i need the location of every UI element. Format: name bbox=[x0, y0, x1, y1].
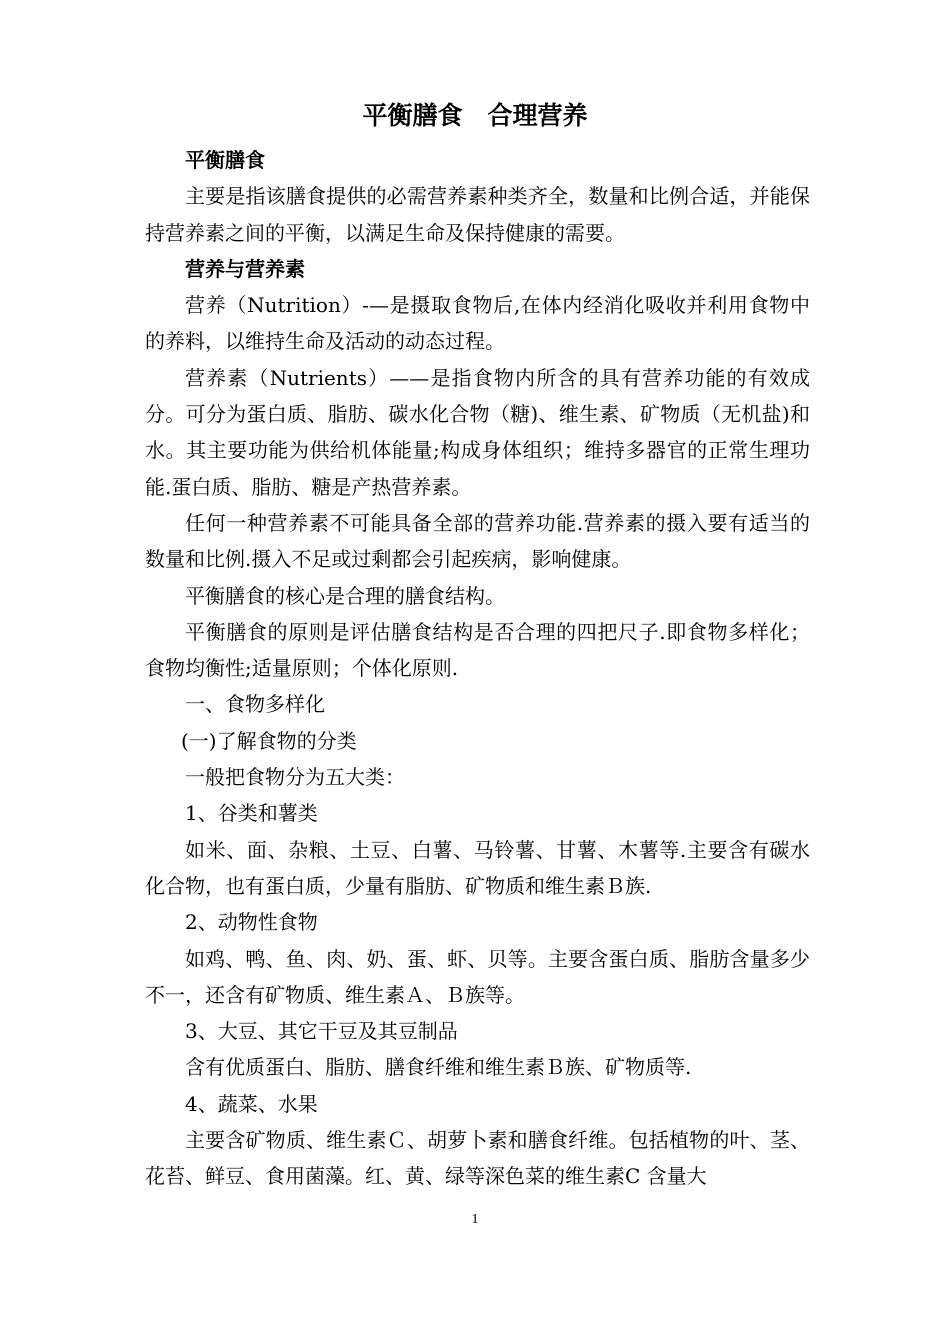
paragraph: 一般把食物分为五大类： bbox=[185, 765, 405, 790]
paragraph: 含有优质蛋白、脂肪、膳食纤维和维生素Ｂ族、矿物质等. bbox=[185, 1055, 692, 1080]
page-number: 1 bbox=[471, 1212, 479, 1227]
paragraph: 主要是指该膳食提供的必需营养素种类齐全，数量和比例合适，并能保持营养素之间的平衡，以满足生命及保持健康的需要。 bbox=[145, 184, 810, 245]
paragraph: 任何一种营养素不可能具备全部的营养功能.营养素的摄入要有适当的数量和比例.摄入不足或过剩都会引起疾病，影响健康。 bbox=[145, 510, 810, 572]
paragraph: 平衡膳食的原则是评估膳食结构是否合理的四把尺子.即食物多样化；食物均衡性;适量原则；个体化原则. bbox=[145, 619, 810, 681]
list-subheading: (一)了解食物的分类 bbox=[181, 728, 357, 753]
document-body bbox=[145, 142, 810, 1195]
paragraph: 如米、面、杂粮、土豆、白薯、马铃薯、甘薯、木薯等.主要含有碳水化合物，也有蛋白质，少量有脂肪、矿物质和维生素Ｂ族. bbox=[145, 837, 810, 898]
list-item-heading: 2、动物性食物 bbox=[185, 910, 318, 935]
paragraph: 如鸡、鸭、鱼、肉、奶、蛋、虾、贝等。主要含蛋白质、脂肪含量多少不一，还含有矿物质、维生素Ａ、Ｂ族等。 bbox=[145, 946, 810, 1007]
paragraph: 营养（Nutrition）-—是摄取食物后,在体内经消化吸收并利用食物中的养料，以维持生命及活动的动态过程。 bbox=[145, 293, 810, 354]
paragraph: 营养素（Nutrients）——是指食物内所含的具有营养功能的有效成分。可分为蛋白质、脂肪、碳水化合物（糖)、维生素、矿物质（无机盐)和水。其主要功能为供给机体能量;构成身体组织；维持多器官的正常生理功能.蛋白质、脂肪、糖是产热营养素。 bbox=[145, 365, 810, 499]
paragraph: 主要含矿物质、维生素Ｃ、胡萝卜素和膳食纤维。包括植物的叶、茎、花苔、鲜豆、食用菌藻。红、黄、绿等深色菜的维生素C 含量大 bbox=[145, 1128, 810, 1189]
document-title: 平衡膳食 合理营养 bbox=[362, 101, 588, 130]
list-heading: 一、食物多样化 bbox=[185, 692, 325, 717]
section-heading: 平衡膳食 bbox=[185, 148, 265, 172]
list-item-heading: 3、大豆、其它干豆及其豆制品 bbox=[185, 1019, 458, 1044]
section-heading: 营养与营养素 bbox=[185, 256, 305, 281]
paragraph: 平衡膳食的核心是合理的膳食结构。 bbox=[185, 583, 505, 608]
list-item-heading: 4、蔬菜、水果 bbox=[185, 1091, 318, 1116]
list-item-heading: 1、谷类和薯类 bbox=[185, 801, 318, 826]
